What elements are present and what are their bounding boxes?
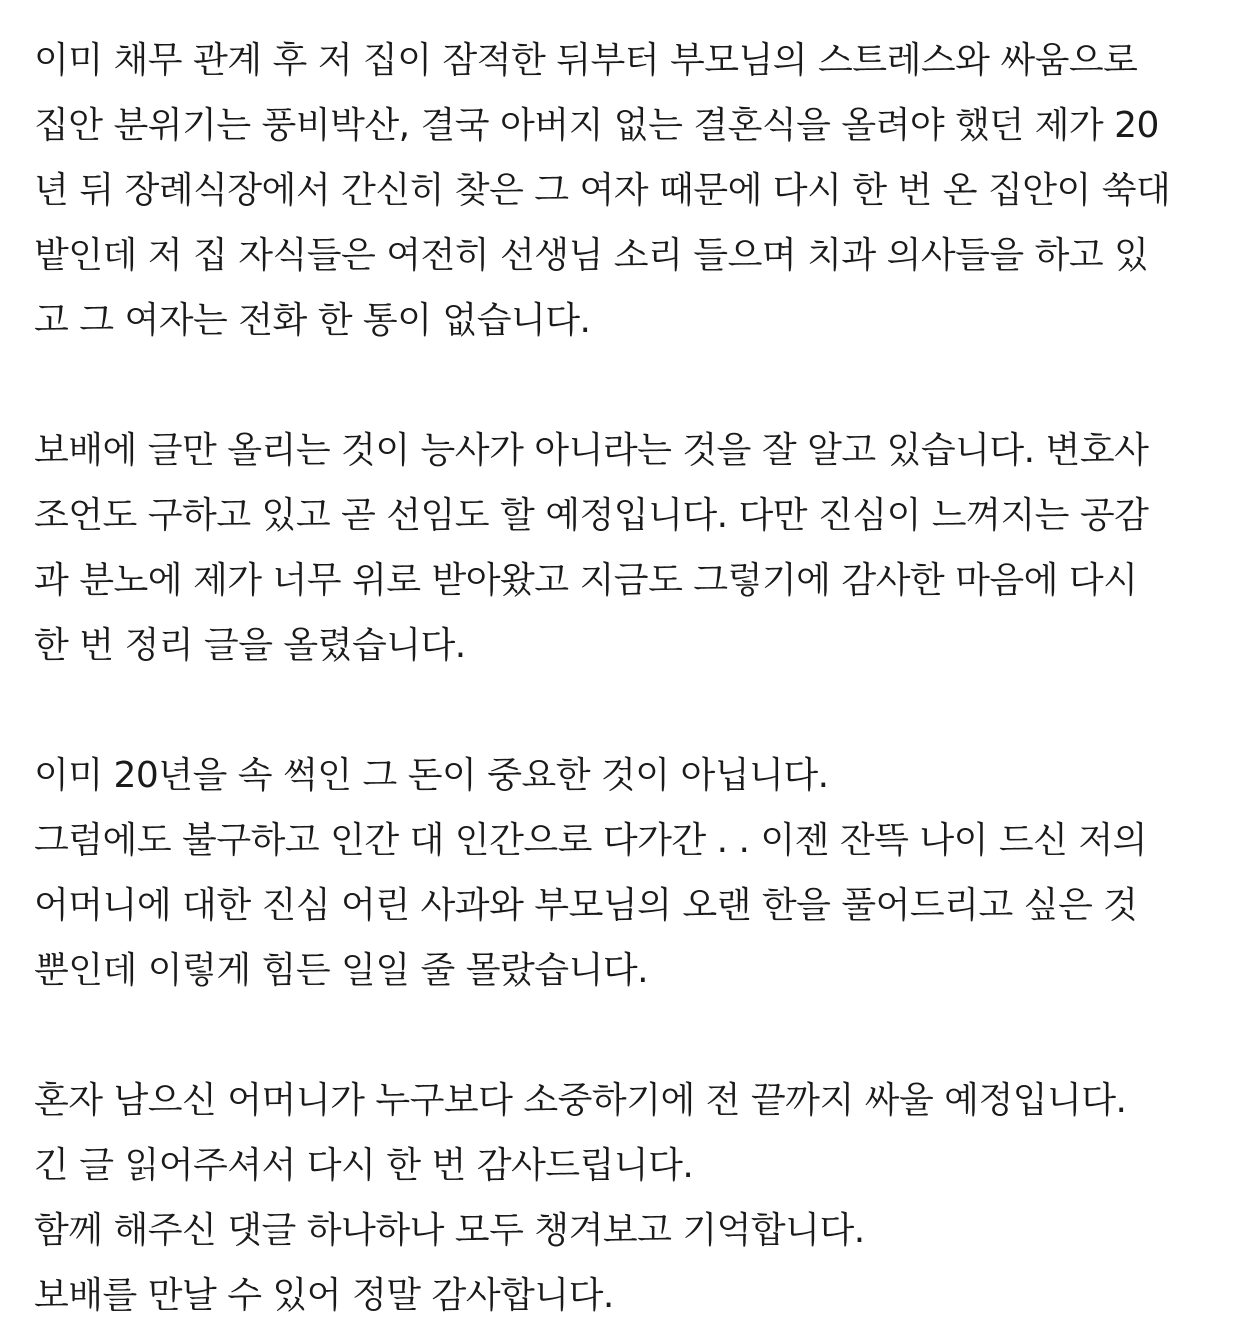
text-line: 보배를 만날 수 있어 정말 감사합니다. xyxy=(34,1275,614,1316)
post-body xyxy=(34,28,1244,1328)
paragraph-2 xyxy=(34,418,1244,678)
text-line: 밭인데 저 집 자식들은 여전히 선생님 소리 들으며 치과 의사들을 하고 있 xyxy=(34,235,1149,276)
text-line: 한 번 정리 글을 올렸습니다. xyxy=(34,625,466,666)
text-line: 조언도 구하고 있고 곧 선임도 할 예정입니다. 다만 진심이 느껴지는 공감 xyxy=(34,495,1149,536)
text-line: 이미 채무 관계 후 저 집이 잠적한 뒤부터 부모님의 스트레스와 싸움으로 xyxy=(34,40,1138,81)
text-line: 과 분노에 제가 너무 위로 받아왔고 지금도 그렇기에 감사한 마음에 다시 xyxy=(34,560,1138,601)
text-line: 이미 20년을 속 썩인 그 돈이 중요한 것이 아닙니다. xyxy=(34,755,829,796)
text-line: 긴 글 읽어주셔서 다시 한 번 감사드립니다. xyxy=(34,1145,694,1186)
paragraph-3 xyxy=(34,743,1244,1003)
text-line: 보배에 글만 올리는 것이 능사가 아니라는 것을 잘 알고 있습니다. 변호사 xyxy=(34,430,1149,471)
text-line: 어머니에 대한 진심 어린 사과와 부모님의 오랜 한을 풀어드리고 싶은 것 xyxy=(34,885,1138,926)
paragraph-4 xyxy=(34,1068,1244,1328)
text-line: 집안 분위기는 풍비박산, 결국 아버지 없는 결혼식을 올려야 했던 제가 20 xyxy=(34,105,1159,146)
text-line: 년 뒤 장례식장에서 간신히 찾은 그 여자 때문에 다시 한 번 온 집안이 쑥대 xyxy=(34,170,1171,211)
text-line: 혼자 남으신 어머니가 누구보다 소중하기에 전 끝까지 싸울 예정입니다. xyxy=(34,1080,1127,1121)
paragraph-1 xyxy=(34,28,1244,353)
text-line: 함께 해주신 댓글 하나하나 모두 챙겨보고 기억합니다. xyxy=(34,1210,865,1251)
text-line: 그럼에도 불구하고 인간 대 인간으로 다가간 . . 이젠 잔뜩 나이 드신 저의 xyxy=(34,820,1147,861)
text-line: 뿐인데 이렇게 힘든 일일 줄 몰랐습니다. xyxy=(34,950,649,991)
text-line: 고 그 여자는 전화 한 통이 없습니다. xyxy=(34,300,591,341)
